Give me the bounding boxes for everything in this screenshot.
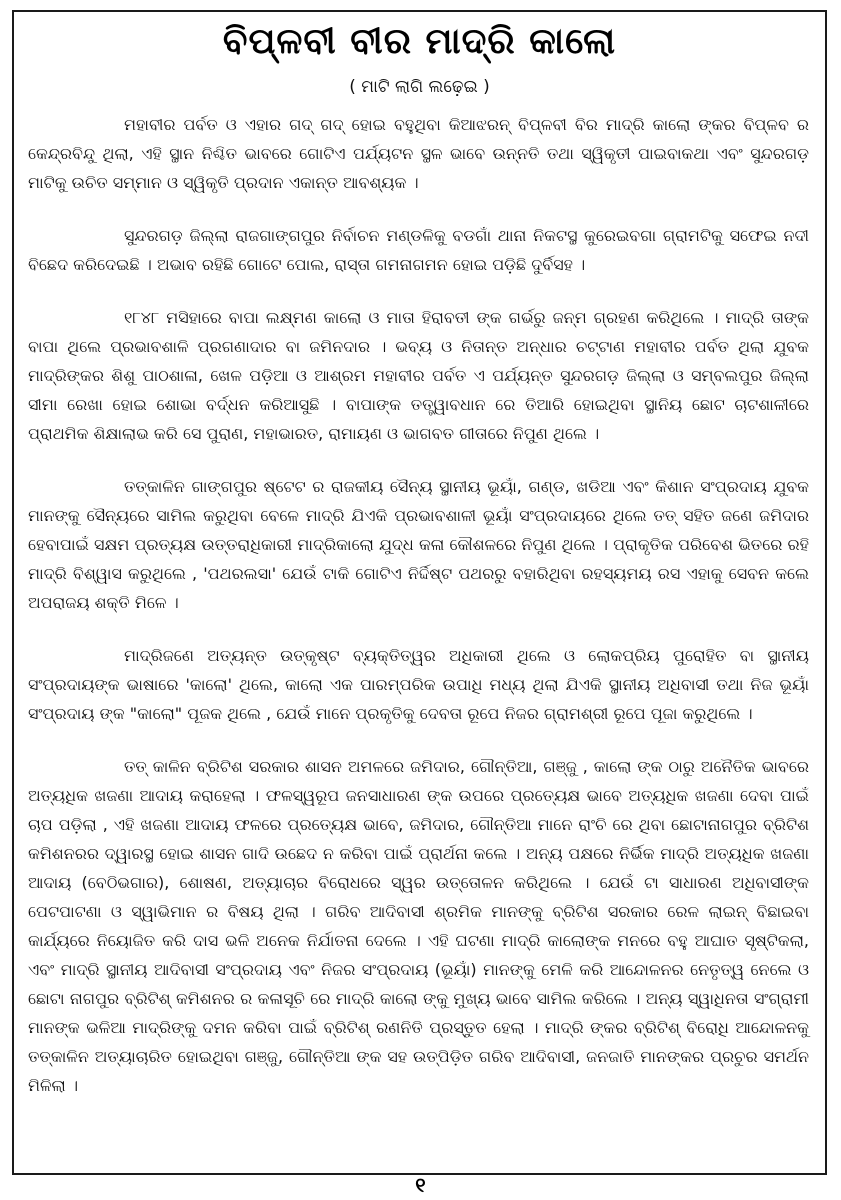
paragraph-gangpur-state: ତତ୍କାଳିନ ଗାଙ୍ଗପୁର ଷ୍ଟେଟ ର ରାଜକୀୟ ସୈନ୍ୟ ସ୍ଥାନୀୟ ଭୂୟାଁ, ଗଣ୍ଡ, ଖଡିଆ ଏବଂ କିଶାନ ସଂପ୍ରଦାୟ ଯୁବକ ମାନଙ୍କୁ ସୈନ୍ୟରେ ସାମିଲ କରୁଥିବା ବେଳେ ମାଦ୍ରି ଯିଏକି ପ୍ରଭାବଶାଳୀ ଭୂୟାଁ ସଂପ୍ରଦାୟରେ ଥିଲେ ତତ୍ ସହିତ ଜଣେ ଜମିଦାର ହେବାପାଇଁ ସକ୍ଷମ ପ୍ରତ୍ୟକ୍ଷ ଉତ୍ତରାଧିକାରୀ ମାଦ୍ରିକାଲୋ ଯୁଦ୍ଧ କଳା କୌଶଳରେ ନିପୁଣ ଥିଲେ । ପ୍ରାକୃତିକ ପରିବେଶ ଭିତରେ ରହି ମାଦ୍ରି ବିଶ୍ୱାସ କରୁଥିଲେ , 'ପଥରଲସା' ଯେଉଁ ଟାକି ଗୋଟିଏ ନିର୍ଦ୍ଦିଷ୍ଟ ପଥରରୁ ବହାରିଥିବା ରହସ୍ୟମୟ ରସ ଏହାକୁ ସେବନ କଲେ ଅପରାଜୟ ଶକ୍ତି ମିଳେ ।	[28, 477, 809, 612]
paragraph-sundargarh-river: ସୁନ୍ଦରଗଡ଼ ଜିଲ୍ଲା ରାଜଗାଙ୍ଗପୁର ନିର୍ବାଚନ ମଣ୍ଡଳିକୁ ବଡଗାଁ ଥାନା ନିକଟସ୍ଥ କୁରେଇବଗା ଗ୍ରାମଟିକୁ ସଫେଇ ନଦୀ ବିଛେଦ କରିଦେଇଛି । ଅଭାବ ରହିଛି ଗୋଟେ ପୋଲ, ରାସ୍ତା ଗମନାଗମନ ହୋଇ ପଡ଼ିଛି ଦୁର୍ବିସହ ।	[28, 226, 809, 274]
page-frame	[12, 10, 827, 1175]
document-body	[28, 110, 809, 1100]
paragraph-mahabir-parbat: ମହାବୀର ପର୍ବତ ଓ ଏହାର ଗଦ୍ ଗଦ୍ ହୋଇ ବହୁଥିବା କିଆଝରନ୍ ବିପ୍ଳବୀ ବିର ମାଦ୍ରି କାଲୋ ଙ୍କର ବିପ୍ଳବ ର କେନ୍ଦ୍ରବିନ୍ଦୁ ଥିଲା, ଏହି ସ୍ଥାନ ନିଶ୍ଚିତ ଭାବରେ ଗୋଟିଏ ପର୍ଯ୍ୟଟନ ସ୍ଥଳ ଭାବେ ଉନ୍ନତି ତଥା ସ୍ୱିକୃତୀ ପାଇବାକଥା ଏବଂ ସୁନ୍ଦରଗଡ଼ ମାଟିକୁ ଉଚିତ ସମ୍ମାନ ଓ ସ୍ୱିକୃତି ପ୍ରଦାନ ଏକାନ୍ତ ଆବଶ୍ୟକ ।	[28, 115, 809, 192]
paragraph-british-rule: ତତ୍ କାଳିନ ବ୍ରିଟିଶ ସରକାର ଶାସନ ଅମଳରେ ଜମିଦାର, ଗୌନ୍ତିଆ, ଗଞ୍ଜୁ , କାଲୋ ଙ୍କ ଠାରୁ ଅନୈତିକ ଭାବରେ ଅତ୍ୟଧିକ ଖଜଣା ଆଦାୟ କରାହେଲା । ଫଳସ୍ୱରୂପ ଜନସାଧାରଣ ଙ୍କ ଉପରେ ପ୍ରତ୍ୟେକ୍ଷ ଭାବେ ଅତ୍ୟଧିକ ଖଜଣା ଦେବା ପାଇଁ ଚାପ ପଡ଼ିଲା , ଏହି ଖଜଣା ଆଦାୟ ଫଳରେ ପ୍ରତ୍ୟେକ୍ଷ ଭାବେ, ଜମିଦାର, ଗୌନ୍ତିଆ ମାନେ ରାଂଚି ରେ ଥିବା ଛୋଟାନାଗପୁର ବ୍ରିଟିଶ କମିଶନରର ଦ୍ୱାରସ୍ଥ ହୋଇ ଶାସନ ଗାଦି ଉଛେଦ ନ କରିବା ପାଇଁ ପ୍ରାର୍ଥନା କଲେ । ଅନ୍ୟ ପକ୍ଷରେ ନିର୍ଭିକ ମାଦ୍ରି ଅତ୍ୟଧିକ ଖଜଣା ଆଦାୟ (ବେଠିଭଗାର), ଶୋଷଣ, ଅତ୍ୟାଚାର ବିରୋଧରେ ସ୍ୱର ଉତ୍ତୋଳନ କରିଥିଲେ । ଯେଉଁ ଟା ସାଧାରଣ ଅଧିବାସୀଙ୍କ ପେଟପାଟଣା ଓ ସ୍ୱାଭିମାନ ର ବିଷୟ ଥିଲା । ଗରିବ ଆଦିବାସୀ ଶ୍ରମିକ ମାନଙ୍କୁ ବ୍ରିଟିଶ ସରକାର ରେଳ ଲାଇନ୍ ବିଛାଇବା କାର୍ଯ୍ୟରେ ନିୟୋଜିତ କରି ଦାସ ଭଳି ଅନେକ ନିର୍ଯାତନା ଦେଲେ । ଏହି ଘଟଣା ମାଦ୍ରି କାଲୋଙ୍କ ମନରେ ବହୁ ଆଘାତ ସୃଷ୍ଟିକଲା, ଏବଂ ମାଦ୍ରି ସ୍ଥାନୀୟ ଆଦିବାସୀ ସଂପ୍ରଦାୟ ଏବଂ ନିଜର ସଂପ୍ରଦାୟ (ଭୂୟାଁ) ମାନଙ୍କୁ ମେଳି କରି ଆନ୍ଦୋଳନର ନେତୃତ୍ୱ ନେଲେ ଓ ଛୋଟା ନାଗପୁର ବ୍ରିଟିଶ୍ କମିଶନର ର କଳାସୂଚି ରେ ମାଦ୍ରି କାଲୋ ଙ୍କୁ ମୁଖ୍ୟ ଭାବେ ସାମିଲ କରିଲେ । ଅନ୍ୟ ସ୍ୱାଧିନତା ସଂଗ୍ରାମୀ ମାନଙ୍କ ଭଳିଆ ମାଦ୍ରିଙ୍କୁ ଦମନ କରିବା ପାଇଁ ବ୍ରିଟିଶ୍ ରଣନିତି ପ୍ରସ୍ତୁତ ହେଲା । ମାଦ୍ରି ଙ୍କର ବ୍ରିଟିଶ୍ ବିରୋଧି ଆନ୍ଦୋଳନକୁ ତତ୍କାଳିନ ଅତ୍ୟାଚାରିତ ହୋଇଥିବା ଗଞ୍ଜୁ, ଗୌନ୍ତିଆ ଙ୍କ ସହ ଉତ୍ପିଡ଼ିତ ଗରିବ ଆଦିବାସୀ, ଜନଜାତି ମାନଙ୍କର ପ୍ରଚୁର ସମର୍ଥନ ମିଳିଲା ।	[28, 757, 809, 1095]
page-number: ୧	[415, 1173, 426, 1197]
document-title: ବିପ୍ଳବୀ ବୀର ମାଦ୍ରି କାଲୋ	[222, 21, 617, 62]
paragraph-kalo-priest: ମାଦ୍ରିଜଣେ ଅତ୍ୟନ୍ତ ଉତ୍କୃଷ୍ଟ ବ୍ୟକ୍ତିତ୍ୱର ଅଧିକାରୀ ଥିଲେ ଓ ଲୋକପ୍ରିୟ ପୁରୋହିତ ବା ସ୍ଥାନୀୟ ସଂପ୍ରଦାୟଙ୍କ ଭାଷାରେ 'କାଲୋ' ଥିଲେ, କାଲୋ ଏକ ପାରମ୍ପରିକ ଉପାଧି ମଧ୍ୟ ଥିଲା ଯିଏକି ସ୍ଥାନୀୟ ଅଧିବାସୀ ତଥା ନିଜ ଭୂୟାଁ ସଂପ୍ରଦାୟ ଙ୍କ "କାଲୋ" ପୂଜକ ଥିଲେ , ଯେଉଁ ମାନେ ପ୍ରକୃତିକୁ ଦେବତା ରୂପେ ନିଜର ଗ୍ରାମଶ୍ରୀ ରୂପେ ପୂଜା କରୁଥିଲେ ।	[28, 646, 809, 723]
paragraph-birth-childhood: ୧୮୪୮ ମସିହାରେ ବାପା ଲକ୍ଷ୍ମଣ କାଲୋ ଓ ମାତା ହିରାବତୀ ଙ୍କ ଗର୍ଭରୁ ଜନ୍ମ ଗ୍ରହଣ କରିଥିଲେ । ମାଦ୍ରି ତାଙ୍କ ବାପା ଥିଲେ ପ୍ରଭାବଶାଳି ପ୍ରଗଣାଦାର ବା ଜମିନଦାର । ଭବ୍ୟ ଓ ନିତାନ୍ତ ଅନ୍ଧାର ଚଟ୍ଟାଣ ମହାବୀର ପର୍ବତ ଥିଲା ଯୁବକ ମାଦ୍ରିଙ୍କର ଶିଶୁ ପାଠଶାଳା, ଖେଳ ପଡ଼ିଆ ଓ ଆଶ୍ରମ ମହାବୀର ପର୍ବତ ଏ ପର୍ଯ୍ୟନ୍ତ ସୁନ୍ଦରଗଡ଼ ଜିଲ୍ଲା ଓ ସମ୍ବଲପୁର ଜିଲ୍ଲା ସୀମା ରେଖା ହୋଇ ଶୋଭା ବର୍ଦ୍ଧନ କରିଆସୁଛି । ବାପାଙ୍କ ତତ୍ତ୍ୱାବଧାନ ରେ ତିଆରି ହୋଇଥିବା ସ୍ଥାନିୟ ଛୋଟ ଚାଟଶାଳୀରେ ପ୍ରାଥମିକ ଶିକ୍ଷାଲାଭ କରି ସେ ପୁରାଣ, ମହାଭାରତ, ରାମାୟଣ ଓ ଭାଗବତ ଗୀତାରେ ନିପୁଣ ଥିଲେ ।	[28, 308, 809, 443]
document-subtitle: ( ମାଟି ଲାଗି ଲଢ଼େଇ )	[349, 77, 490, 97]
